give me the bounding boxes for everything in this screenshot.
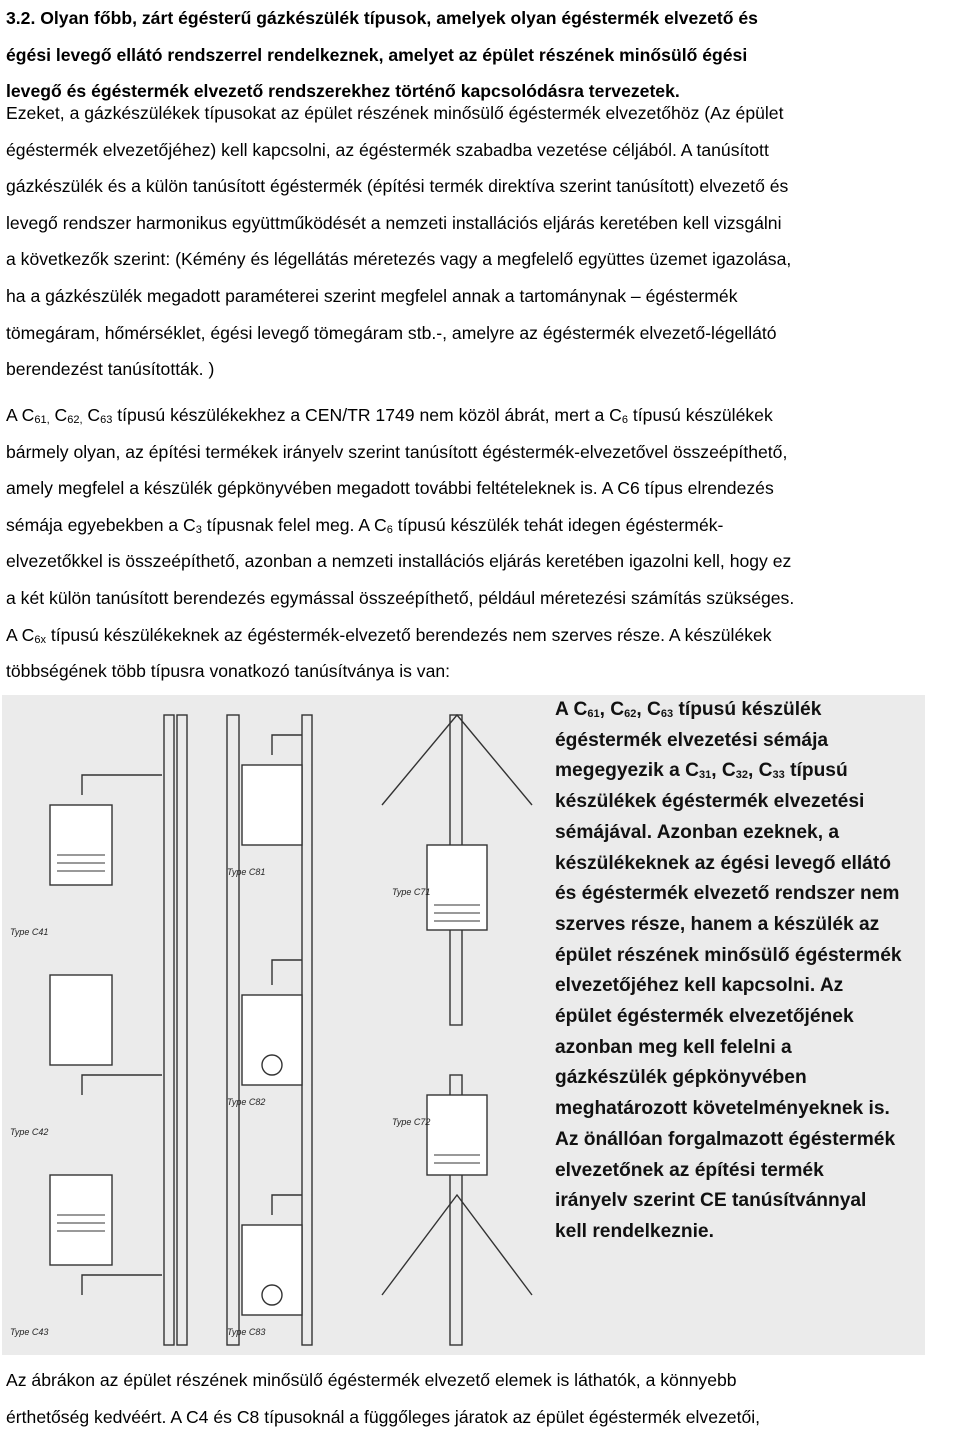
text-line (6, 507, 956, 544)
note-line: meghatározott követelményeknek is. (555, 1098, 890, 1120)
type-label: Type C72 (392, 1117, 431, 1127)
column-c4 (50, 715, 187, 1345)
text-line: Az ábrákon az épület részének minősülő égéstermék elvezető elemek is láthatók, a könnyebb (6, 1370, 737, 1390)
vertical-duct (227, 715, 239, 1345)
note-line (555, 695, 925, 726)
boiler (427, 845, 487, 930)
text-run: típusnak felel meg. A C (201, 514, 387, 535)
type-label: Type C43 (10, 1327, 49, 1337)
subscript: 62, (67, 414, 83, 426)
boiler (50, 805, 112, 885)
figure-caption (6, 1362, 956, 1435)
heading-line: levegő és égéstermék elvezető rendszerekhez történő kapcsolódásra tervezetek. (6, 81, 680, 102)
text-run: típusú (784, 760, 848, 782)
text-line: a következők szerint: (Kémény és légellátás méretezés vagy a megfelelő együttes üzemet igazolása, (6, 249, 792, 270)
flue-system-figure (2, 695, 925, 1355)
subscript: 6 (386, 523, 393, 536)
text-run: megegyezik a C (555, 760, 699, 782)
note-line: sémájával. Azonban ezeknek, a (555, 821, 840, 843)
figure-note (555, 695, 925, 1248)
type-label: Type C82 (227, 1097, 266, 1107)
note-line: elvezetőjéhez kell kapcsolni. Az (555, 975, 844, 997)
type-label: Type C41 (10, 927, 49, 937)
note-line: kell rendelkeznie. (555, 1220, 714, 1242)
text-run: típusú készülékekhez a CEN/TR 1749 nem közöl ábrát, mert a C (112, 405, 622, 425)
text-line: elvezetőkkel is összeépíthető, azonban a nemzeti installációs eljárás keretében igazolni kell, hogy ez (6, 551, 792, 572)
vertical-duct (177, 715, 187, 1345)
note-line (555, 756, 925, 787)
connector-pipe (82, 1075, 162, 1095)
note-line: Az önállóan forgalmazott égéstermék (555, 1128, 896, 1150)
text-run: típusú készülék tehát idegen égéstermék- (392, 514, 724, 535)
note-line: épület részének minősülő égéstermék (555, 944, 902, 966)
note-line: készülékek égéstermék elvezetési (555, 791, 865, 813)
text-run: A C (555, 699, 588, 720)
text-run: A C (6, 405, 35, 425)
text-run: , C (599, 699, 625, 720)
boiler (50, 975, 112, 1065)
text-line: érthetőség kedvéért. A C4 és C8 típusoknál a függőleges járatok az épület égéstermék elvezetői, (6, 1406, 761, 1427)
type-label: Type C71 (392, 887, 431, 897)
text-line: tömegáram, hőmérséklet, égési levegő tömegáram stb.-, amelyre az égéstermék elvezető-légellátó (6, 322, 777, 343)
text-line: gázkészülék és a külön tanúsított égéstermék (építési termék direktíva szerint tanúsított) elvezető és (6, 176, 789, 197)
vertical-duct (302, 715, 312, 1345)
vertical-duct (164, 715, 174, 1345)
text-run: típusú készülékeknek az égéstermék-elvezető berendezés nem szerves része. A készülékek (45, 624, 772, 645)
subscript: 3 (195, 523, 202, 536)
heading-line: égési levegő ellátó rendszerrel rendelkeznek, amelyet az épület részének minősülő égési (6, 44, 748, 65)
note-line: és égéstermék elvezető rendszer nem (555, 883, 900, 905)
roof-line (382, 1195, 532, 1295)
text-line: Ezeket, a gázkészülékek típusokat az épület részének minősülő égéstermék elvezetőhöz (Az épület (6, 103, 784, 123)
type-label: Type C83 (227, 1327, 266, 1337)
heading-line: 3.2. Olyan főbb, zárt égésterű gázkészülék típusok, amelyek olyan égéstermék elvezető és (6, 8, 758, 28)
connector-pipe (82, 775, 162, 795)
text-run: C (82, 405, 101, 425)
column-c7 (382, 715, 532, 1345)
boiler (50, 1175, 112, 1265)
text-run: , C (748, 760, 773, 782)
section-heading (6, 0, 956, 110)
boiler (242, 1225, 302, 1315)
text-run: A C (6, 624, 35, 645)
text-line: berendezést tanúsították. ) (6, 359, 215, 380)
connector-pipe (82, 1275, 162, 1295)
note-line: gázkészülék gépkönyvében (555, 1067, 807, 1089)
text-run: sémája egyebekben a C (6, 514, 196, 535)
subscript: 6 (621, 414, 628, 426)
text-line: ha a gázkészülék megadott paraméterei szerint megfelel annak a tartománynak – égéstermék (6, 285, 738, 306)
subscript: 61 (587, 708, 600, 720)
type-label: Type C42 (10, 1127, 49, 1137)
subscript: 33 (772, 769, 785, 782)
flue-diagram-drawing (2, 695, 555, 1355)
text-run: , C (711, 760, 736, 782)
text-line (6, 617, 956, 654)
note-line: elvezetőnek az építési termék (555, 1159, 824, 1181)
subscript: 63 (100, 414, 113, 426)
boiler (242, 995, 302, 1085)
text-line: amely megfelel a készülék gépkönyvében megadott további feltételeknek is. A C6 típus elrendezés (6, 478, 774, 499)
note-line: szerves része, hanem a készülék az (555, 913, 880, 935)
boiler (242, 765, 302, 845)
note-line: azonban meg kell felelni a (555, 1036, 792, 1058)
subscript: 63 (660, 708, 674, 720)
text-run: típusú készülék (673, 699, 822, 720)
text-run: C (49, 405, 68, 425)
text-line: többségének több típusra vonatkozó tanúsítványa is van: (6, 661, 451, 682)
text-line: a két külön tanúsított berendezés egymással összeépíthető, például méretezési számítás szükséges. (6, 587, 795, 608)
roof-line (382, 715, 532, 805)
paragraph-2 (6, 397, 956, 690)
subscript: 6x (34, 633, 46, 646)
paragraph-1 (6, 95, 956, 388)
text-run: típusú készülékek (628, 405, 773, 425)
note-line: készülékeknek az égési levegő ellátó (555, 852, 891, 874)
note-line: irányelv szerint CE tanúsítvánnyal (555, 1190, 867, 1212)
note-line: épület égéstermék elvezetőjének (555, 1006, 854, 1028)
text-line: égéstermék elvezetőjéhez) kell kapcsolni, az égéstermék szabadba vezetése céljából. A tanúsított (6, 139, 769, 160)
subscript: 61, (34, 414, 50, 426)
note-line: égéstermék elvezetési sémája (555, 729, 829, 751)
subscript: 32 (735, 769, 749, 782)
text-line: levegő rendszer harmonikus együttműködését a nemzeti installációs eljárás keretében kell vizsgálni (6, 212, 782, 233)
text-run: , C (636, 699, 661, 720)
text-line: bármely olyan, az építési termékek irányelv szerint tanúsított égéstermék-elvezetővel összeépíthető, (6, 441, 788, 462)
text-line (6, 397, 956, 434)
column-c8 (227, 715, 312, 1345)
subscript: 31 (698, 769, 712, 782)
subscript: 62 (624, 708, 637, 720)
type-label: Type C81 (227, 867, 266, 877)
